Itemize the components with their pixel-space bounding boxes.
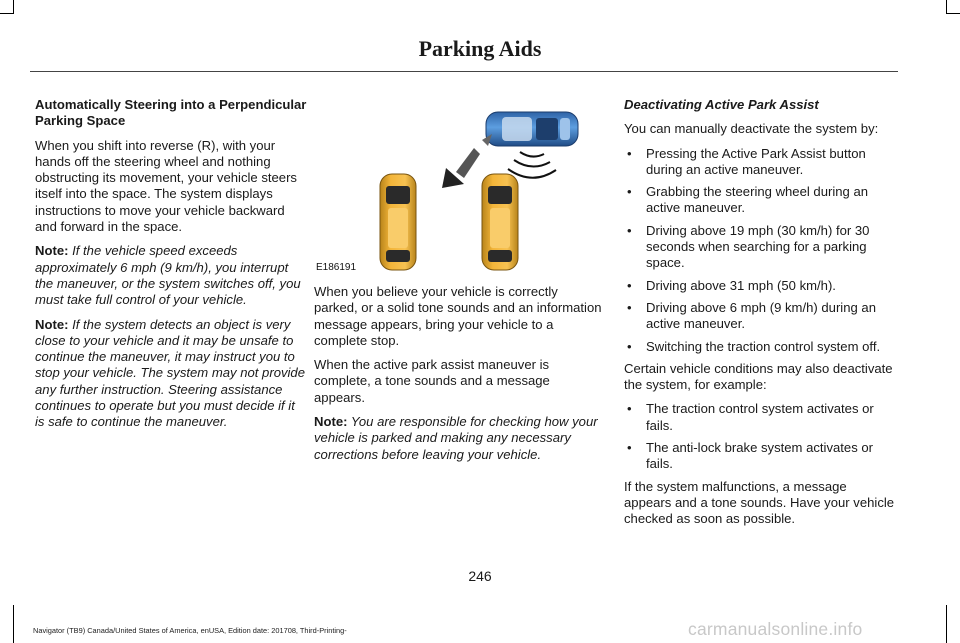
crop-mark-bottom-right [946, 605, 947, 643]
list-item: • Switching the traction control system off. [624, 339, 896, 355]
list-item: • The traction control system activates or fails. [624, 401, 896, 434]
header-divider [30, 71, 898, 72]
stop-paragraph: When you believe your vehicle is correctly parked, or a solid tone sounds and an information message appears, bring your vehicle to a complete stop. [314, 284, 602, 348]
crop-mark-top-right [946, 0, 947, 14]
intro-paragraph: When you shift into reverse (R), with your hands off the steering wheel and nothing obstructing its movement, your vehicle steers itself into the space. The system displays instructions to move your vehicle backward and forward in the space. [35, 137, 297, 235]
edition-footer: Navigator (TB9) Canada/United States of America, enUSA, Edition date: 201708, Third-Printing- [33, 626, 347, 635]
crop-mark-top-left-h [0, 13, 14, 14]
page-number: 246 [468, 568, 492, 584]
list-item: • The anti-lock brake system activates or fails. [624, 440, 896, 473]
note-text: You are responsible for checking how your vehicle is parked and making any necessary corrections before leaving your vehicle. [314, 414, 598, 462]
list-item: • Driving above 31 mph (50 km/h). [624, 278, 896, 294]
page-title: Parking Aids [418, 36, 542, 61]
crop-mark-top-right-h [946, 13, 960, 14]
section-heading-deactivating: Deactivating Active Park Assist [624, 97, 819, 112]
deactivate-intro: You can manually deactivate the system by: [624, 121, 879, 137]
crop-mark-bottom-left [13, 605, 14, 643]
list-item: • Driving above 19 mph (30 km/h) for 30 seconds when searching for a parking space. [624, 223, 896, 272]
list-item: • Pressing the Active Park Assist button during an active maneuver. [624, 146, 896, 179]
complete-paragraph: When the active park assist maneuver is complete, a tone sounds and a message appears. [314, 357, 550, 405]
watermark: carmanualsonline.info [688, 619, 863, 639]
sensor-waves-icon [508, 152, 556, 178]
right-column [624, 97, 896, 536]
list-item: • Grabbing the steering wheel during an active maneuver. [624, 184, 896, 217]
section-heading-perpendicular: Automatically Steering into a Perpendicular Parking Space [35, 97, 307, 129]
list-item: • Driving above 6 mph (9 km/h) during an active maneuver. [624, 300, 896, 333]
note-speed [35, 243, 307, 308]
malfunction-paragraph: If the system malfunctions, a message appears and a tone sounds. Have your vehicle checked as soon as possible. [624, 478, 895, 527]
conditions-intro: Certain vehicle conditions may also deactivate the system, for example: [624, 360, 893, 393]
parking-illustration [314, 100, 592, 276]
note-label: Note: [314, 414, 348, 430]
figure-id: E186191 [316, 262, 357, 273]
middle-column [314, 284, 604, 471]
note-responsibility [314, 414, 604, 463]
deactivate-list [624, 146, 896, 355]
note-text: If the vehicle speed exceeds approximately 6 mph (9 km/h), you interrupt the maneuver, or the system switches off, you must take full control of your vehicle. [35, 243, 301, 308]
parked-vehicle-icon [380, 174, 416, 270]
active-vehicle-icon [486, 112, 578, 146]
note-label: Note: [35, 243, 69, 259]
note-label: Note: [35, 316, 69, 332]
note-object [35, 317, 307, 431]
left-column [35, 97, 307, 439]
parked-vehicle-icon [482, 174, 518, 270]
conditions-list [624, 401, 896, 472]
note-text: If the system detects an object is very close to your vehicle and it may be unsafe to continue the maneuver, it may instruct you to stop your vehicle. The system may not provide any further instruction. Steering assistance continues to operate but you must decide if it is safe to continue the maneuver. [35, 316, 305, 430]
crop-mark-top-left [13, 0, 14, 14]
